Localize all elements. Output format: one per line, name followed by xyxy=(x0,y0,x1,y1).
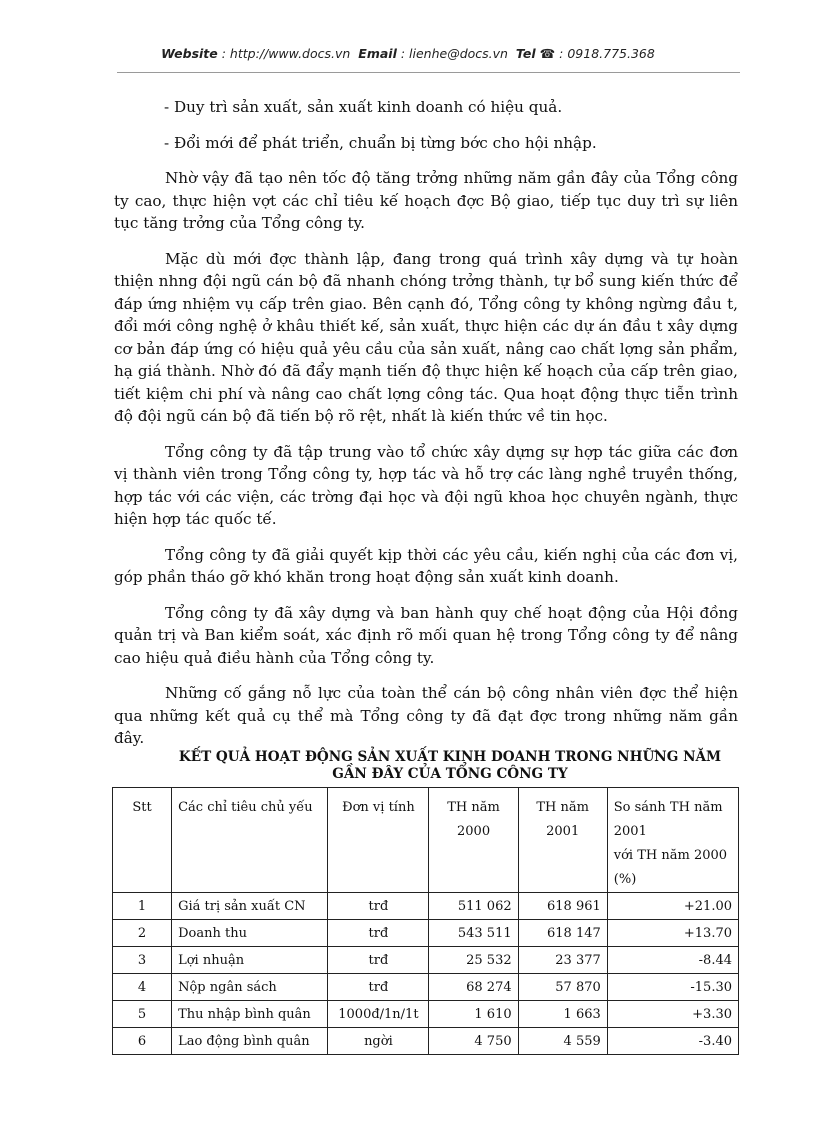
cell-unit: 1000đ/1n/1t xyxy=(328,1001,429,1028)
cell-th2000: 4 750 xyxy=(429,1028,518,1055)
cell-th2000: 25 532 xyxy=(429,947,518,974)
cell-th2000: 1 610 xyxy=(429,1001,518,1028)
cell-indicator: Lợi nhuận xyxy=(172,947,328,974)
paragraph-requests: Tổng công ty đã giải quyết kịp thời các yêu cầu, kiến nghị của các đơn vị, góp phần tháo gỡ khó khăn trong hoạt động sản xuất kinh doanh. xyxy=(114,545,738,586)
phone-icon: ☎ xyxy=(539,46,556,61)
tel-label: Tel xyxy=(515,46,536,61)
table-header-row xyxy=(113,788,739,893)
cell-th2001: 23 377 xyxy=(518,947,607,974)
header-stt: Stt xyxy=(113,788,172,893)
cell-compare: -15.30 xyxy=(607,974,738,1001)
header-unit: Đơn vị tính xyxy=(328,788,429,893)
table-title-line1: KẾT QUẢ HOẠT ĐỘNG SẢN XUẤT KINH DOANH TRONG NHỮNG NĂM xyxy=(178,749,722,765)
cell-compare: -3.40 xyxy=(607,1028,738,1055)
cell-th2000: 68 274 xyxy=(429,974,518,1001)
bullet-innovation: - Đổi mới để phát triển, chuẩn bị từng bớc cho hội nhập. xyxy=(164,133,597,152)
table-row xyxy=(113,1001,739,1028)
header-th2001-line1: TH năm xyxy=(536,800,589,815)
document-body xyxy=(114,96,738,763)
table-row xyxy=(113,974,739,1001)
cell-indicator: Lao động bình quân xyxy=(172,1028,328,1055)
paragraph-cooperation: Tổng công ty đã tập trung vào tổ chức xây dựng sự hợp tác giữa các đơn vị thành viên trong Tổng công ty, hợp tác và hỗ trợ các làng nghề truyền thống, hợp tác với các viện, các trờng đại học và đội ngũ khoa học chuyên ngành, thực hiện hợp tác quốc tế. xyxy=(114,442,738,528)
header-th2000 xyxy=(429,788,518,893)
table-title-line2: GẦN ĐÂY CỦA TỔNG CÔNG TY xyxy=(332,766,568,782)
cell-th2001: 4 559 xyxy=(518,1028,607,1055)
paragraph-growth: Nhờ vậy đã tạo nên tốc độ tăng trởng những năm gần đây của Tổng công ty cao, thực hiện vợt các chỉ tiêu kế hoạch đợc Bộ giao, tiếp tục duy trì sự liên tục tăng trởng của Tổng công ty. xyxy=(114,169,738,232)
header-th2000-line2: 2000 xyxy=(457,824,491,839)
cell-unit: trđ xyxy=(328,974,429,1001)
cell-th2001: 618 147 xyxy=(518,920,607,947)
cell-th2001: 618 961 xyxy=(518,893,607,920)
header-th2001-line2: 2001 xyxy=(546,824,580,839)
cell-indicator: Thu nhập bình quân xyxy=(172,1001,328,1028)
results-table xyxy=(112,787,739,1055)
cell-unit: trđ xyxy=(328,920,429,947)
cell-stt: 1 xyxy=(113,893,172,920)
cell-th2000: 543 511 xyxy=(429,920,518,947)
cell-compare: +21.00 xyxy=(607,893,738,920)
paragraph-results: Những cố gắng nỗ lực của toàn thể cán bộ công nhân viên đợc thể hiện qua những kết quả cụ thể mà Tổng công ty đã đạt đợc trong những năm gần đây. xyxy=(114,684,738,747)
tel-value: : 0918.775.368 xyxy=(559,46,655,61)
cell-unit: trđ xyxy=(328,893,429,920)
cell-indicator: Nộp ngân sách xyxy=(172,974,328,1001)
header-compare-line2: với TH năm 2000 (%) xyxy=(613,848,728,887)
cell-th2001: 1 663 xyxy=(518,1001,607,1028)
email-value[interactable]: : lienhe@docs.vn xyxy=(400,46,508,61)
email-label: Email xyxy=(358,46,397,61)
cell-stt: 5 xyxy=(113,1001,172,1028)
cell-th2000: 511 062 xyxy=(429,893,518,920)
table-row xyxy=(113,893,739,920)
table-title xyxy=(120,749,780,783)
bullet-production: - Duy trì sản xuất, sản xuất kinh doanh có hiệu quả. xyxy=(164,98,563,116)
cell-compare: +3.30 xyxy=(607,1001,738,1028)
table-row xyxy=(113,1028,739,1055)
cell-unit: trđ xyxy=(328,947,429,974)
cell-indicator: Doanh thu xyxy=(172,920,328,947)
cell-compare: -8.44 xyxy=(607,947,738,974)
cell-stt: 4 xyxy=(113,974,172,1001)
cell-indicator: Giá trị sản xuất CN xyxy=(172,893,328,920)
header-divider xyxy=(117,72,740,73)
header-th2000-line1: TH năm xyxy=(447,800,500,815)
table-row xyxy=(113,947,739,974)
header-indicator: Các chỉ tiêu chủ yếu xyxy=(172,788,328,893)
website-value[interactable]: : http://www.docs.vn xyxy=(221,46,351,61)
cell-stt: 6 xyxy=(113,1028,172,1055)
paragraph-staff: Mặc dù mới đợc thành lập, đang trong quá trình xây dựng và tự hoàn thiện nhng đội ngũ cán bộ đã nhanh chóng trởng thành, tự bổ sung kiến thức để đáp ứng nhiệm vụ cấp trên giao. Bên cạnh đó, Tổng công ty không ngừng đầu t, đổi mới công nghệ ở khâu thiết kế, sản xuất, thực hiện các dự án đầu t xây dựng cơ bản đáp ứng có hiệu quả yêu cầu của sản xuất, nâng cao chất lợng sản phẩm, hạ giá thành. Nhờ đó đã đẩy mạnh tiến độ thực hiện kế hoạch của cấp trên giao, tiết kiệm chi phí và nâng cao chất lợng công tác. Qua hoạt động thực tiễn trình độ đội ngũ cán bộ đã tiến bộ rõ rệt, nhất là kiến thức về tin học. xyxy=(114,249,738,425)
cell-stt: 2 xyxy=(113,920,172,947)
paragraph-regulations: Tổng công ty đã xây dựng và ban hành quy chế hoạt động của Hội đồng quản trị và Ban kiểm soát, xác định rõ mối quan hệ trong Tổng công ty để nâng cao hiệu quả điều hành của Tổng công ty. xyxy=(114,603,738,667)
header-th2001 xyxy=(518,788,607,893)
cell-th2001: 57 870 xyxy=(518,974,607,1001)
table-row xyxy=(113,920,739,947)
cell-stt: 3 xyxy=(113,947,172,974)
header-compare xyxy=(607,788,738,893)
page-header xyxy=(0,46,816,61)
header-compare-line1: So sánh TH năm 2001 xyxy=(613,800,723,839)
cell-unit: ngời xyxy=(328,1028,429,1055)
cell-compare: +13.70 xyxy=(607,920,738,947)
website-label: Website xyxy=(161,46,218,61)
